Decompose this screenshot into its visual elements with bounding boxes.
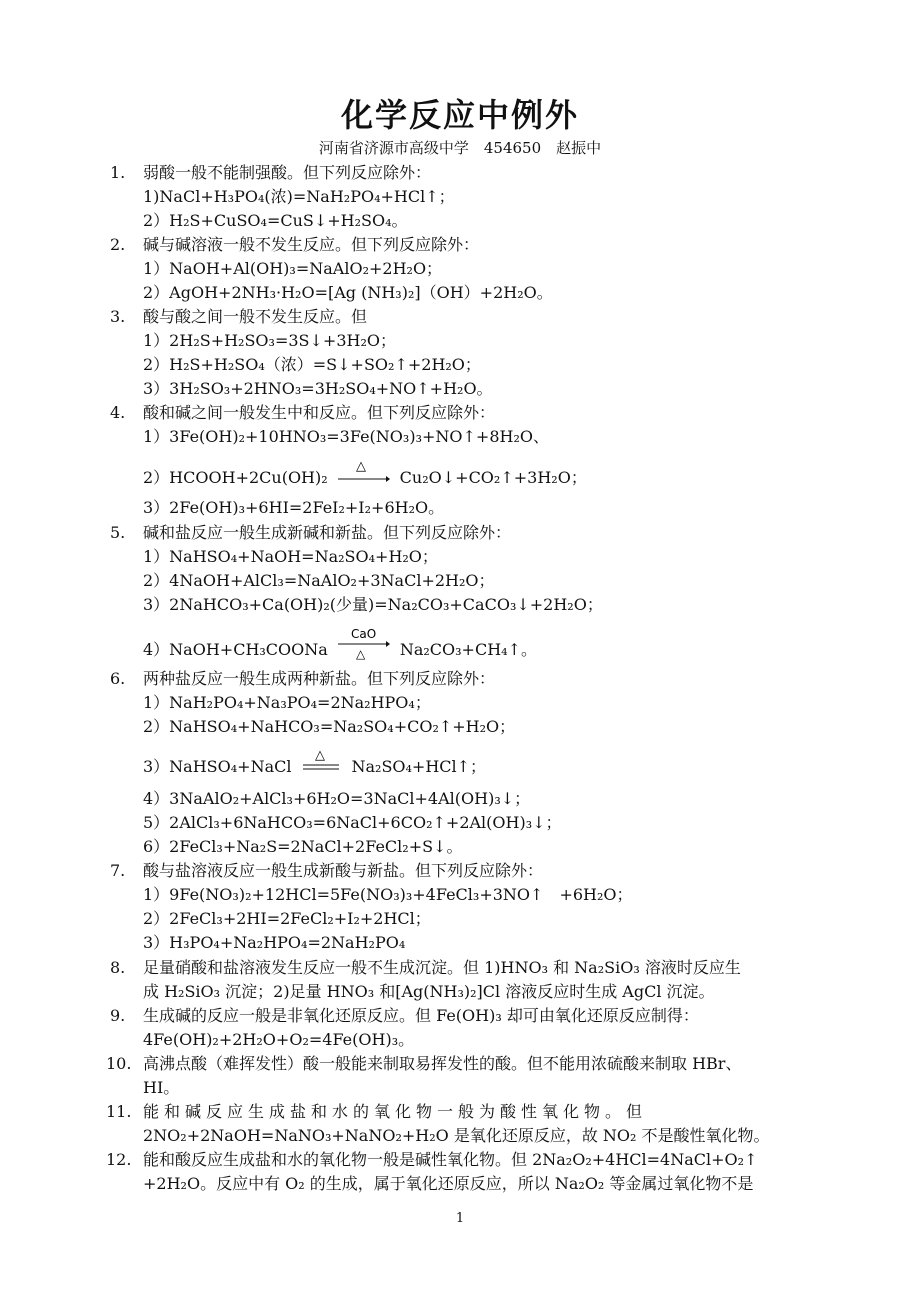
equation: 3）2Fe(OH)₃+6HI=2FeI₂+I₂+6H₂O。 xyxy=(143,498,445,517)
equation: 2）4NaOH+AlCl₃=NaAlO₂+3NaCl+2H₂O； xyxy=(143,571,495,590)
equation-right: Na₂CO₃+CH₄↑。 xyxy=(399,640,537,659)
equation: 5）2AlCl₃+6NaHCO₃=6NaCl+6CO₂↑+2Al(OH)₃↓； xyxy=(143,813,562,832)
item-text: 生成碱的反应一般是非氧化还原反应。但 Fe(OH)₃ 却可由氧化还原反应制得： xyxy=(143,1006,699,1025)
catalyst-label: CaO xyxy=(350,627,377,641)
equation: 2）NaHSO₄+NaHCO₃=Na₂SO₄+CO₂↑+H₂O； xyxy=(143,717,516,736)
item-text-cont: 成 H₂SiO₃ 沉淀；2)足量 HNO₃ 和[Ag(NH₃)₂]Cl 溶液反应时生成 AgCl 沉淀。 xyxy=(143,982,715,1001)
equation: 1）NaH₂PO₄+Na₃PO₄=2Na₂HPO₄； xyxy=(143,693,431,712)
item-text: 弱酸一般不能制强酸。但下列反应除外： xyxy=(143,163,432,182)
equation xyxy=(143,748,487,777)
item-text: 足量硝酸和盐溶液发生反应一般不生成沉淀。但 1)HNO₃ 和 Na₂SiO₃ 溶液时反应生 xyxy=(143,958,741,977)
catalyst-arrow xyxy=(338,627,390,661)
item-text: 两种盐反应一般生成两种新盐。但下列反应除外： xyxy=(143,669,496,688)
item-number: 1. xyxy=(110,163,126,182)
item-text: 碱和盐反应一般生成新碱和新盐。但下列反应除外： xyxy=(143,523,512,542)
item-text-cont: HI。 xyxy=(143,1078,180,1097)
item-text: 碱与碱溶液一般不发生反应。但下列反应除外： xyxy=(143,235,480,254)
item-number: 10. xyxy=(106,1054,132,1073)
item-text-cont: 2NO₂+2NaOH=NaNO₃+NaNO₂+H₂O 是氧化还原反应，故 NO₂ 不是酸性氧化物。 xyxy=(143,1126,770,1145)
heat-equals xyxy=(301,748,341,777)
page-title: 化学反应中例外 xyxy=(340,96,579,134)
heat-condition-label: △ xyxy=(355,459,366,474)
item-text: 酸与酸之间一般不发生反应。但 xyxy=(143,307,368,326)
equation-left: 3）NaHSO₄+NaCl xyxy=(143,757,292,776)
equation: 6）2FeCl₃+Na₂S=2NaCl+2FeCl₂+S↓。 xyxy=(143,837,463,856)
heat-condition-label: △ xyxy=(315,748,326,763)
item-text-cont: 4Fe(OH)₂+2H₂O+O₂=4Fe(OH)₃。 xyxy=(143,1030,415,1049)
item-text: 酸和碱之间一般发生中和反应。但下列反应除外： xyxy=(143,403,496,422)
equation-left: 2）HCOOH+2Cu(OH)₂ xyxy=(143,468,328,487)
item-text-cont: +2H₂O。反应中有 O₂ 的生成，属于氧化还原反应，所以 Na₂O₂ 等金属过氧化物不是 xyxy=(143,1174,754,1193)
equation: 4）3NaAlO₂+AlCl₃+6H₂O=3NaCl+4Al(OH)₃↓； xyxy=(143,789,531,808)
item-text: 酸与盐溶液反应一般生成新酸与新盐。但下列反应除外： xyxy=(143,861,544,880)
equation: 1)NaCl+H₃PO₄(浓)=NaH₂PO₄+HCl↑； xyxy=(143,187,455,206)
equation: 2）2FeCl₃+2HI=2FeCl₂+I₂+2HCl； xyxy=(143,909,431,928)
equation-right: Cu₂O↓+CO₂↑+3H₂O； xyxy=(399,468,587,487)
page-number: 1 xyxy=(455,1211,465,1226)
equation: 3）3H₂SO₃+2HNO₃=3H₂SO₄+NO↑+H₂O。 xyxy=(143,379,493,398)
equation: 3）H₃PO₄+Na₂HPO₄=2NaH₂PO₄ xyxy=(143,933,406,952)
item-number: 11. xyxy=(106,1102,132,1121)
item-number: 4. xyxy=(110,403,126,422)
heat-arrow xyxy=(338,459,390,488)
equation: 2）AgOH+2NH₃·H₂O=[Ag (NH₃)₂]（OH）+2H₂O。 xyxy=(143,283,553,302)
item-text: 能和碱反应生成盐和水的氧化物一般为酸性氧化物。但 xyxy=(143,1102,648,1121)
equation: 1）2H₂S+H₂SO₃=3S↓+3H₂O； xyxy=(143,331,396,350)
item-number: 3. xyxy=(110,307,126,326)
equation: 1）NaOH+Al(OH)₃=NaAlO₂+2H₂O； xyxy=(143,259,443,278)
item-text: 高沸点酸（难挥发性）酸一般能来制取易挥发性的酸。但不能用浓硫酸来制取 HBr、 xyxy=(143,1054,742,1073)
heat-condition-label: △ xyxy=(355,646,366,661)
equation xyxy=(143,459,587,488)
item-number: 7. xyxy=(110,861,126,880)
equation-left: 4）NaOH+CH₃COONa xyxy=(143,640,328,659)
equation: 1）NaHSO₄+NaOH=Na₂SO₄+H₂O； xyxy=(143,547,438,566)
equation: 2）H₂S+H₂SO₄（浓）=S↓+SO₂↑+2H₂O； xyxy=(143,355,481,374)
item-text: 能和酸反应生成盐和水的氧化物一般是碱性氧化物。但 2Na₂O₂+4HCl=4NaCl+O₂↑ xyxy=(143,1150,758,1169)
item-number: 5. xyxy=(110,523,126,542)
item-number: 2. xyxy=(110,235,126,254)
item-number: 9. xyxy=(110,1006,126,1025)
equation: 2）H₂S+CuSO₄=CuS↓+H₂SO₄。 xyxy=(143,211,408,230)
author-line: 河南省济源市高级中学 454650 赵振中 xyxy=(318,139,602,157)
equation: 1）9Fe(NO₃)₂+12HCl=5Fe(NO₃)₃+4FeCl₃+3NO↑ +6H₂O； xyxy=(143,885,633,904)
item-number: 12. xyxy=(106,1150,132,1169)
equation-right: Na₂SO₄+HCl↑； xyxy=(351,757,487,776)
item-number: 6. xyxy=(110,669,126,688)
equation: 1）3Fe(OH)₂+10HNO₃=3Fe(NO₃)₃+NO↑+8H₂O、 xyxy=(143,427,549,446)
item-number: 8. xyxy=(110,958,126,977)
equation: 3）2NaHCO₃+Ca(OH)₂(少量)=Na₂CO₃+CaCO₃↓+2H₂O； xyxy=(143,595,603,614)
equation xyxy=(143,627,537,661)
